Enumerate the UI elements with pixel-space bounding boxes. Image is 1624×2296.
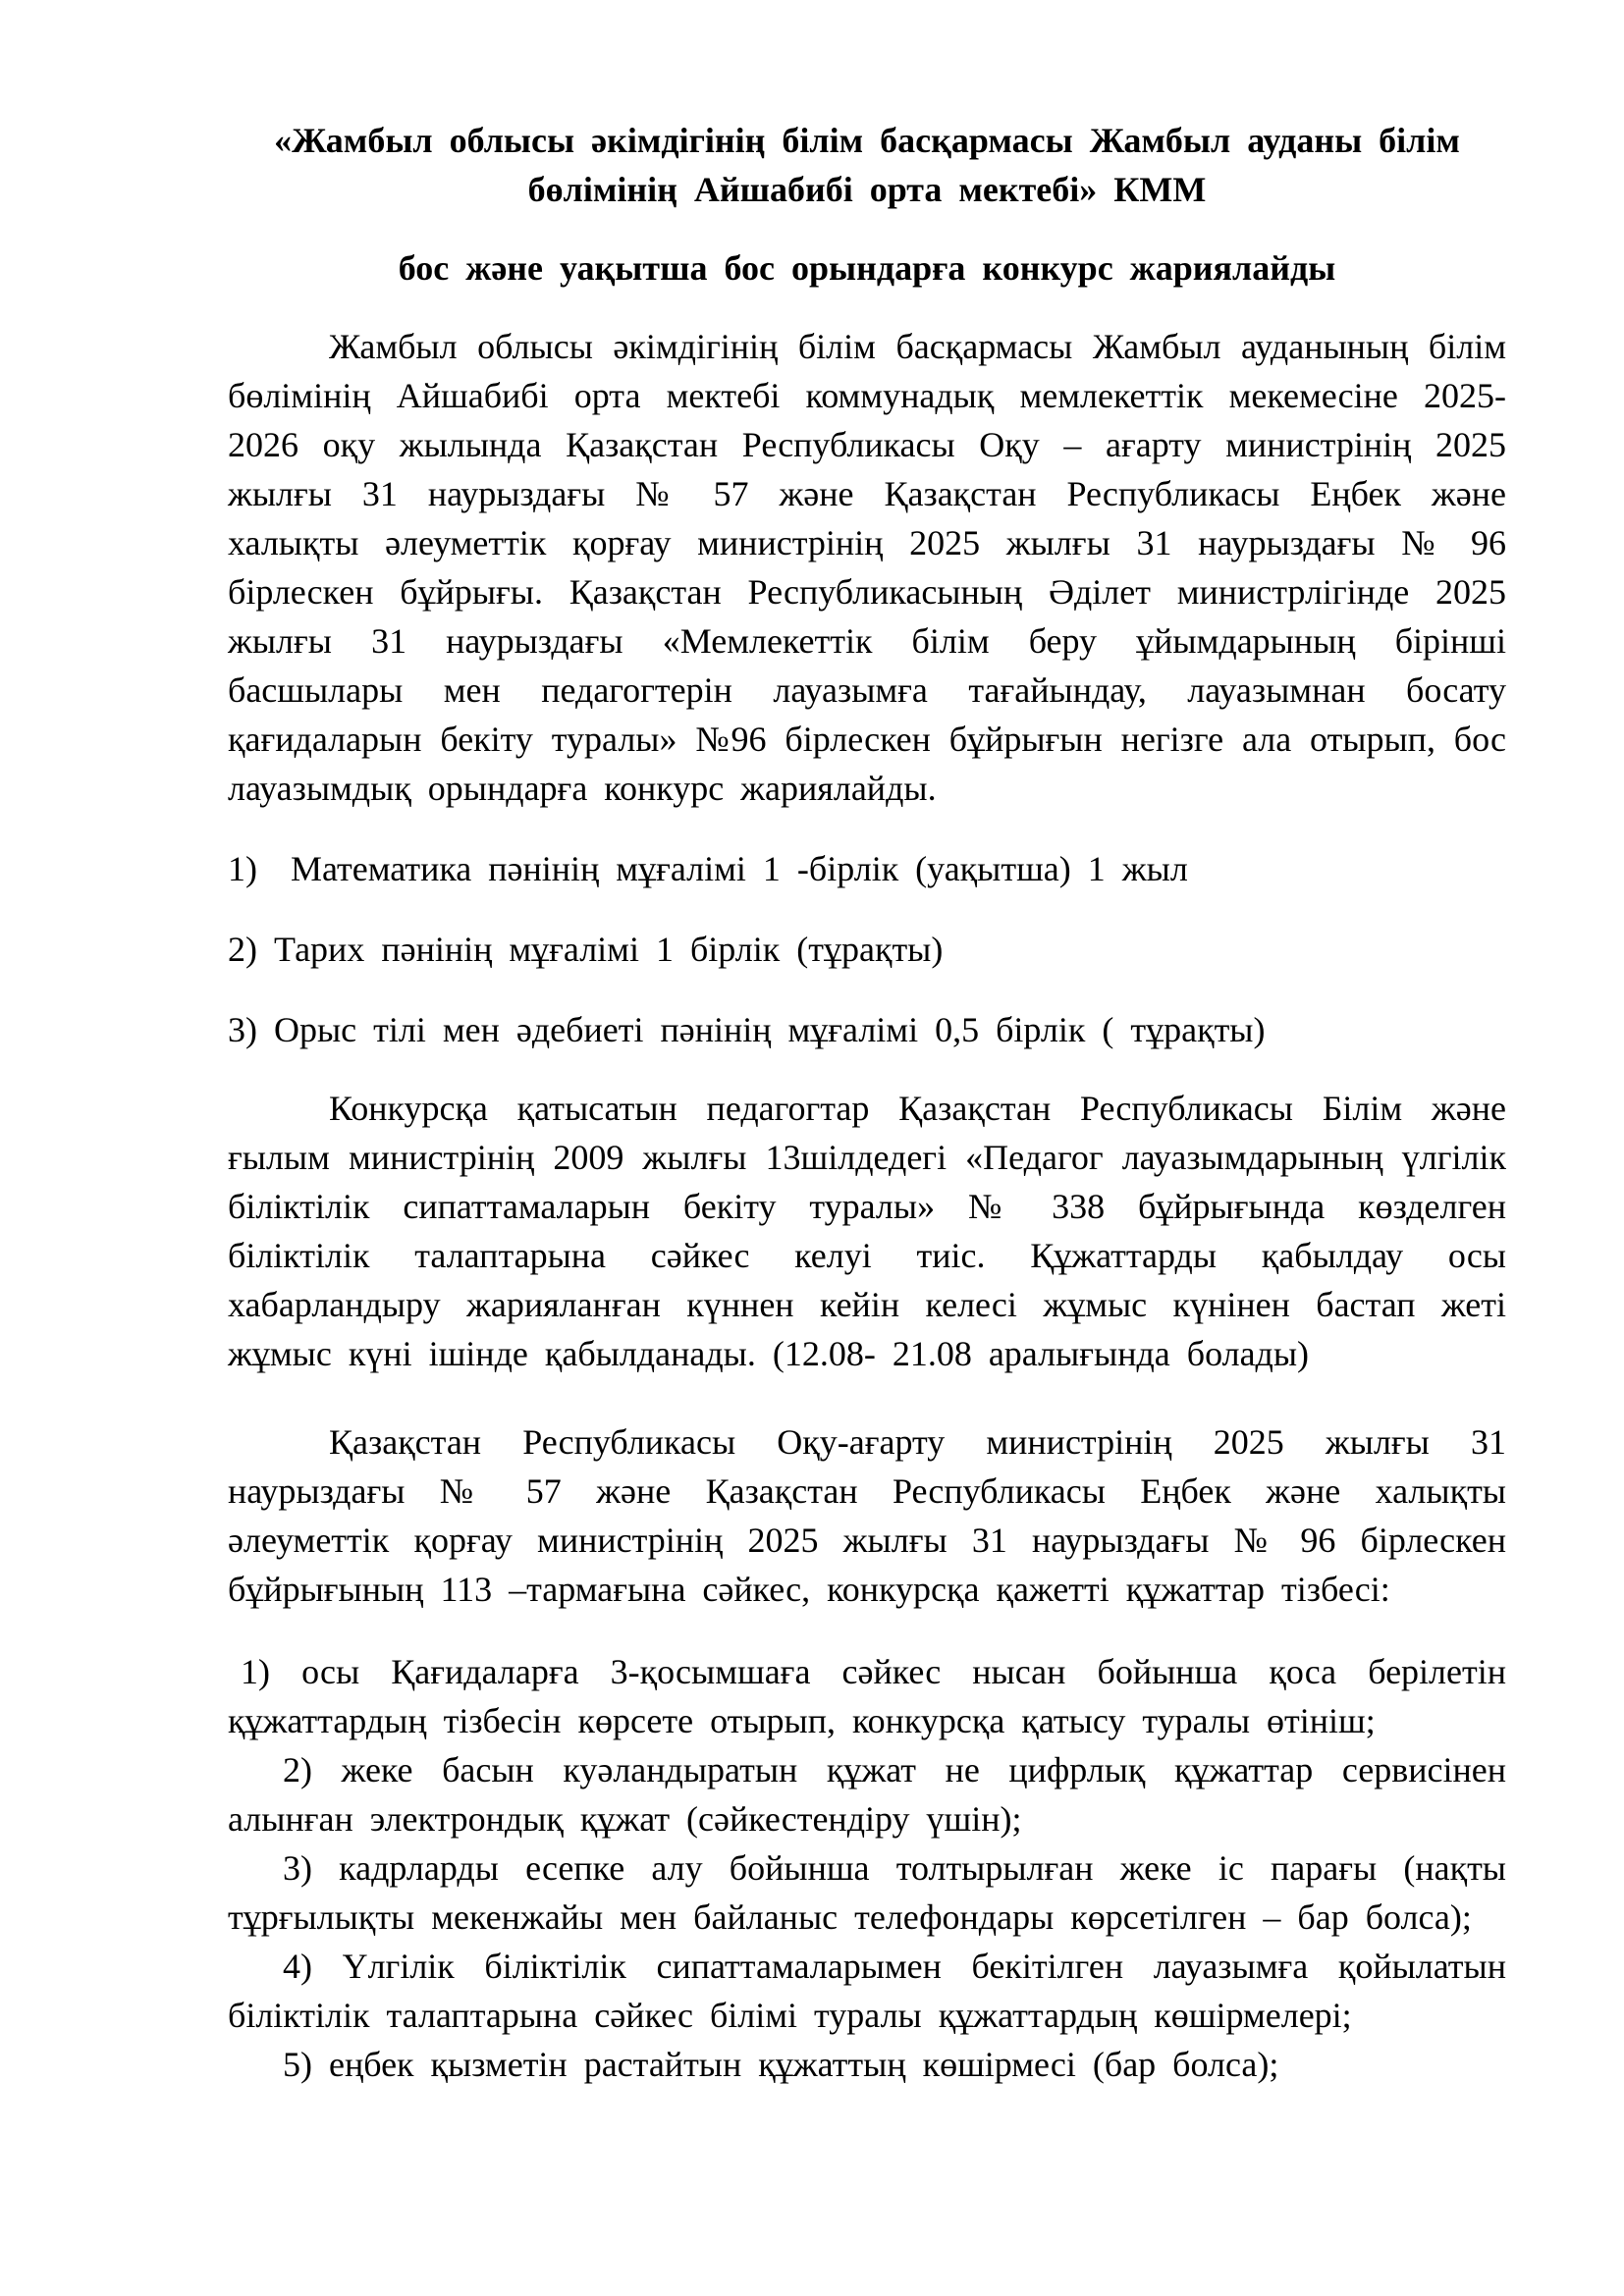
- document-list-item-3: 3) кадрларды есепке алу бойынша толтырылған жеке іс парағы (нақты тұрғылықты мекенжайы мен байланыс телефондары көрсетілген – бар болса);: [228, 1848, 1506, 1937]
- document-list-item-1: 1) осы Қағидаларға 3-қосымшаға сәйкес нысан бойынша қоса берілетін құжаттардың тізбесін көрсете отырып, конкурсқа қатысу туралы өтініш;: [228, 1652, 1506, 1740]
- documents-intro-paragraph: Қазақстан Республикасы Оқу-ағарту министрінің 2025 жылғы 31 наурыздағы № 57 және Қазақстан Республикасы Еңбек және халықты әлеуметтік қорғау министрінің 2025 жылғы 31 наурыздағы № 96 бірлескен бұйрығының 113 –тармағына сәйкес, конкурсқа қажетті құжаттар тізбесі:: [228, 1422, 1506, 1609]
- vacancy-item-history: 2) Тарих пәнінің мұғалімі 1 бірлік (тұрақты): [228, 930, 944, 969]
- required-documents-list: [228, 1647, 1506, 2089]
- vacancy-item-math: 1) Математика пәнінің мұғалімі 1 -бірлік (уақытша) 1 жыл: [228, 849, 1188, 888]
- document-subtitle: бос және уақытша бос орындарға конкурс жариялайды: [398, 248, 1336, 288]
- document-title: «Жамбыл облысы әкімдігінің білім басқармасы Жамбыл ауданы білім бөлімінің Айшабибі орта мектебі» КММ: [274, 121, 1460, 209]
- intro-paragraph: Жамбыл облысы әкімдігінің білім басқармасы Жамбыл ауданының білім бөлімінің Айшабибі орта мектебі коммунадық мемлекеттік мекемесіне 2025-2026 оқу жылында Қазақстан Республикасы Оқу – ағарту министрінің 2025 жылғы 31 наурыздағы № 57 және Қазақстан Республикасы Еңбек және халықты әлеуметтік қорғау министрінің 2025 жылғы 31 наурыздағы № 96 бірлескен бұйрығы. Қазақстан Республикасының Әділет министрлігінде 2025 жылғы 31 наурыздағы «Мемлекеттік білім беру ұйымдарының бірінші басшылары мен педагогтерін лауазымға тағайындау, лауазымнан босату қағидаларын бекіту туралы» №96 бірлескен бұйрығын негізге ала отырып, бос лауазымдық орындарға конкурс жариялайды.: [228, 327, 1506, 808]
- document-list-item-2: 2) жеке басын куәландыратын құжат не цифрлық құжаттар сервисінен алынған электрондық құжат (сәйкестендіру үшін);: [228, 1750, 1506, 1839]
- requirements-paragraph: Конкурсқа қатысатын педагогтар Қазақстан Республикасы Білім және ғылым министрінің 2009 жылғы 13шілдедегі «Педагог лауазымдарының үлгілік біліктілік сипаттамаларын бекіту туралы» № 338 бұйрығында көзделген біліктілік талаптарына сәйкес келуі тиіс. Құжаттарды қабылдау осы хабарландыру жарияланған күннен кейін келесі жұмыс күнінен бастап жеті жұмыс күні ішінде қабылданады. (12.08- 21.08 аралығында болады): [228, 1089, 1506, 1373]
- document-list-item-5: 5) еңбек қызметін растайтын құжаттың көшірмесі (бар болса);: [283, 2045, 1279, 2084]
- document-list-item-4: 4) Үлгілік біліктілік сипаттамаларымен бекітілген лауазымға қойылатын біліктілік талаптарына сәйкес білімі туралы құжаттардың көшірмелері;: [228, 1947, 1506, 2035]
- vacancy-item-russian: 3) Орыс тілі мен әдебиеті пәнінің мұғалімі 0,5 бірлік ( тұрақты): [228, 1010, 1266, 1049]
